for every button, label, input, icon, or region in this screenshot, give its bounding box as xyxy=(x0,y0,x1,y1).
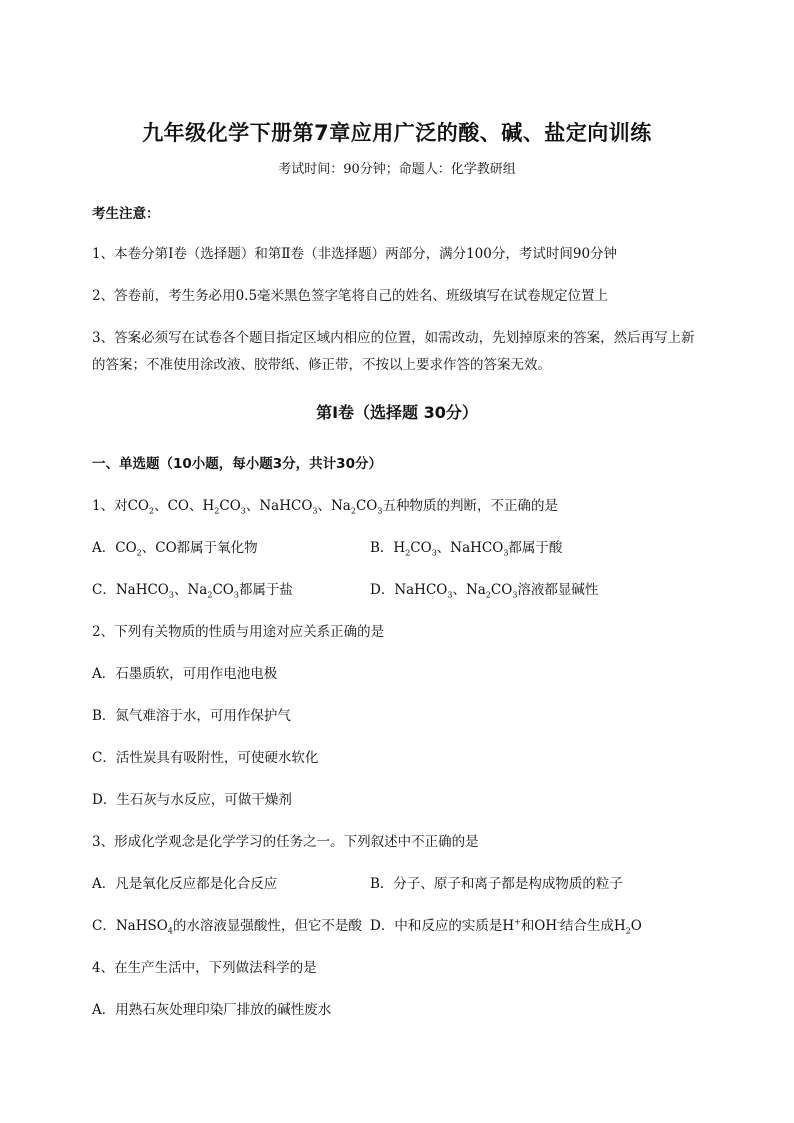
note-item-2: 2、答卷前，考生务必用0.5毫米黑色签字笔将自己的姓名、班级填写在试卷规定位置上 xyxy=(92,288,609,304)
question-4-stem: 4、在生产生活中，下列做法科学的是 xyxy=(92,960,317,976)
question-1-option-c: C．NaHCO$_3$、$Na_2CO_3$都属于盐 xyxy=(92,582,293,600)
note-item-3: 3、答案必须写在试卷各个题目指定区域内相应的位置，如需改动，先划掉原来的答案，然后再写上新 xyxy=(92,330,695,346)
question-3-option-c: C．NaHSO$_4$的水溶液显强酸性，但它不是酸 xyxy=(92,918,362,936)
exam-info: 考试时间：90分钟；命题人：化学教研组 xyxy=(278,162,516,177)
question-3-option-d: D．中和反应的实质是H+和OH-结合生成$H_2O$ xyxy=(370,917,642,936)
question-3-stem: 3、形成化学观念是化学学习的任务之一。下列叙述中不正确的是 xyxy=(92,834,479,850)
question-2-option-a: A．石墨质软，可用作电池电极 xyxy=(92,666,278,682)
question-1-stem: 1、对$CO_2$、CO、$H_2CO_3$、NaHCO$_3$、$Na_2CO_3$五种物质的判断，不正确的是 xyxy=(92,498,558,516)
question-2-option-b: B．氮气难溶于水，可用作保护气 xyxy=(92,708,291,724)
page-title: 九年级化学下册第7章应用广泛的酸、碱、盐定向训练 xyxy=(142,121,652,145)
question-2-stem: 2、下列有关物质的性质与用途对应关系正确的是 xyxy=(92,624,385,640)
question-1-option-b: B．$H_2CO_3$、NaHCO$_3$都属于酸 xyxy=(370,540,563,558)
note-item-1: 1、本卷分第I卷（选择题）和第Ⅱ卷（非选择题）两部分，满分100分，考试时间90分钟 xyxy=(92,246,618,262)
part-title: 一、单选题（10小题，每小题3分，共计30分） xyxy=(92,456,382,472)
question-3-option-a: A．凡是氧化反应都是化合反应 xyxy=(92,876,278,892)
notes-heading: 考生注意： xyxy=(92,206,160,222)
question-2-option-c: C．活性炭具有吸附性，可使硬水软化 xyxy=(92,750,319,766)
question-4-option-a: A．用熟石灰处理印染厂排放的碱性废水 xyxy=(92,1002,332,1018)
question-1-option-a: A．$CO_2$、CO都属于氧化物 xyxy=(92,540,258,558)
question-3-option-b: B．分子、原子和离子都是构成物质的粒子 xyxy=(370,876,623,892)
section-title: 第I卷（选择题 30分） xyxy=(316,403,478,422)
note-item-3-cont: 的答案；不准使用涂改液、胶带纸、修正带，不按以上要求作答的答案无效。 xyxy=(92,357,551,373)
question-2-option-d: D．生石灰与水反应，可做干燥剂 xyxy=(92,792,292,808)
question-1-option-d: D．NaHCO$_3$、$Na_2CO_3$溶液都显碱性 xyxy=(370,582,599,600)
